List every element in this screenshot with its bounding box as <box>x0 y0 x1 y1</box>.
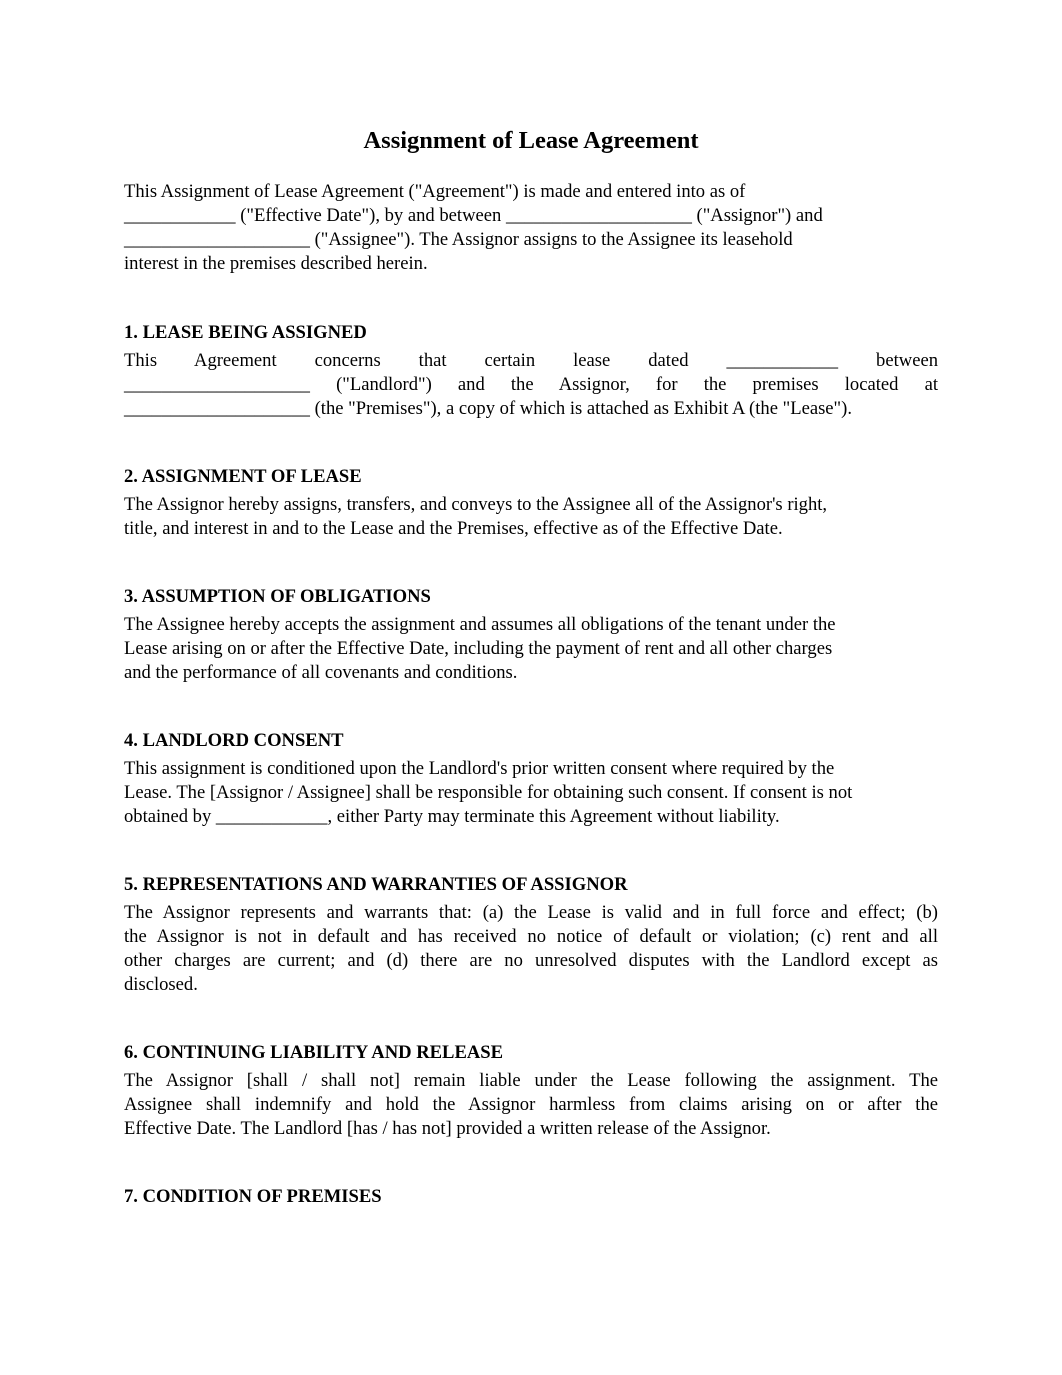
section-line: The Assignor hereby assigns, transfers, and conveys to the Assignee all of the Assignor's right, <box>124 494 828 515</box>
section-line: title, and interest in and to the Lease and the Premises, effective as of the Effective Date. <box>124 518 783 539</box>
section-line: This assignment is conditioned upon the Landlord's prior written consent where required by the <box>124 758 835 779</box>
intro-paragraph <box>124 180 938 276</box>
intro-line: ____________________ ("Assignee"). The Assignor assigns to the Assignee its leasehold <box>124 229 793 250</box>
section-1-body <box>124 349 938 421</box>
section-line: other charges are current; and (d) there are no unresolved disputes with the Landlord except as <box>124 950 938 971</box>
section-7-heading: 7. CONDITION OF PREMISES <box>124 1186 382 1207</box>
section-4-body <box>124 757 938 829</box>
section-2-body <box>124 493 938 541</box>
section-line: ____________________ (the "Premises"), a copy of which is attached as Exhibit A (the "Lease"). <box>124 398 852 419</box>
document-title: Assignment of Lease Agreement <box>363 127 699 154</box>
section-line: This Agreement concerns that certain lease dated ____________ between <box>124 350 938 371</box>
section-line: Lease arising on or after the Effective Date, including the payment of rent and all other charges <box>124 638 833 659</box>
section-3-body <box>124 613 938 685</box>
section-line: The Assignor represents and warrants that: (a) the Lease is valid and in full force and effect; (b) <box>124 902 938 923</box>
section-1-heading: 1. LEASE BEING ASSIGNED <box>124 322 367 343</box>
section-line: and the performance of all covenants and conditions. <box>124 662 518 683</box>
section-line: Lease. The [Assignor / Assignee] shall be responsible for obtaining such consent. If consent is not <box>124 782 853 803</box>
section-line: The Assignor [shall / shall not] remain liable under the Lease following the assignment. The <box>124 1070 938 1091</box>
intro-line: This Assignment of Lease Agreement ("Agreement") is made and entered into as of <box>124 181 746 202</box>
section-6-heading: 6. CONTINUING LIABILITY AND RELEASE <box>124 1042 504 1063</box>
section-2-heading: 2. ASSIGNMENT OF LEASE <box>124 466 362 487</box>
intro-line: ____________ ("Effective Date"), by and between ____________________ ("Assignor") and <box>124 205 823 226</box>
section-5-heading: 5. REPRESENTATIONS AND WARRANTIES OF ASSIGNOR <box>124 874 628 895</box>
intro-line: interest in the premises described herein. <box>124 253 428 274</box>
section-line: the Assignor is not in default and has received no notice of default or violation; (c) rent and all <box>124 926 938 947</box>
section-line: ____________________ ("Landlord") and the Assignor, for the premises located at <box>124 374 938 395</box>
section-6-body <box>124 1069 938 1141</box>
section-line: Effective Date. The Landlord [has / has not] provided a written release of the Assignor. <box>124 1118 771 1139</box>
section-line: disclosed. <box>124 974 198 995</box>
section-line: The Assignee hereby accepts the assignment and assumes all obligations of the tenant under the <box>124 614 836 635</box>
section-line: Assignee shall indemnify and hold the Assignor harmless from claims arising on or after the <box>124 1094 938 1115</box>
section-line: obtained by ____________, either Party may terminate this Agreement without liability. <box>124 806 780 827</box>
section-5-body <box>124 901 938 997</box>
section-4-heading: 4. LANDLORD CONSENT <box>124 730 344 751</box>
section-3-heading: 3. ASSUMPTION OF OBLIGATIONS <box>124 586 431 607</box>
